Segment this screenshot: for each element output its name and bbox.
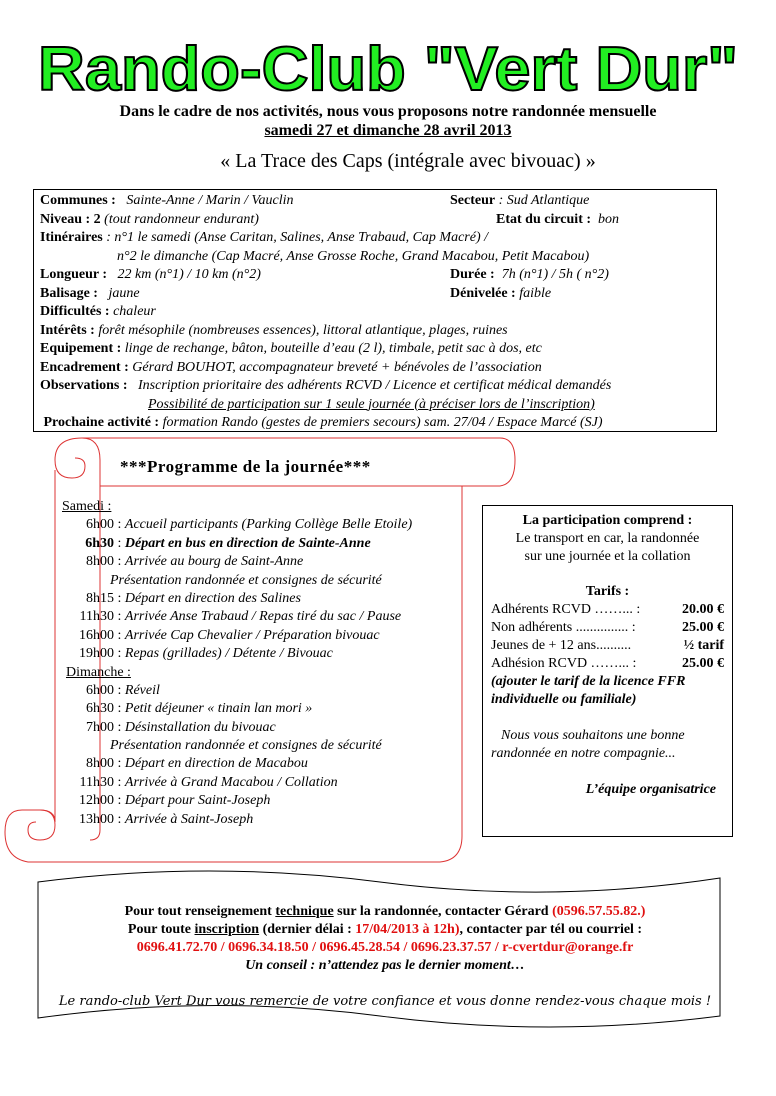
programme-time: 13h00 [79,811,114,827]
prochaine-value: formation Rando (gestes de premiers secours) sam. 27/04 / Espace Marcé (SJ) [162,415,603,430]
participation-title: La participation comprend : [522,513,693,528]
balisage-label: Balisage : [40,285,98,301]
programme-item: 12h00 : Départ pour Saint-Joseph [62,792,412,810]
info-row-itineraires-2 [40,248,710,267]
intro-line: Dans le cadre de nos activités, nous vous proposons notre randonnée mensuelle [119,103,657,120]
footer-line-2 [40,921,730,939]
contact-phones: 0696.41.72.70 / 0696.34.18.50 / 0696.45.28.54 / 0696.23.37.57 / r-cvertdur@orange.fr [136,940,634,955]
itineraires-value-1: : n°1 le samedi (Anse Caritan, Salines, Anse Trabaud, Cap Macré) / [106,230,488,245]
footer-l2-b: inscription [194,922,260,937]
info-row-niveau [40,211,710,230]
footer-l1-b: technique [275,904,334,919]
programme-time: 8h00 [86,554,114,570]
thanks-message: Le rando-club Vert Dur vous remercie de votre confiance et vous donne rendez-vous chaque mois ! [58,994,712,1009]
programme-time: 7h00 [86,719,114,735]
secteur-value: : Sud Atlantique [498,193,590,208]
programme-item: 13h00 : Arrivée à Saint-Joseph [62,811,412,829]
tarif-price: 20.00 € [682,602,724,617]
tarif-row [491,619,724,637]
tarif-row [491,637,724,655]
deadline: 17/04/2013 à 12h) [355,922,460,937]
denivelee-label: Dénivelée : [450,285,516,301]
programme-item: 8h15 : Départ en direction des Salines [62,590,412,608]
programme-item: 6h00 : Accueil participants (Parking Collège Belle Etoile) [62,516,412,534]
tarif-list [491,601,724,673]
participation-desc-1: Le transport en car, la randonnée [515,531,700,546]
advice: Un conseil : n’attendez pas le dernier moment… [245,958,525,973]
denivelee-value: faible [519,285,552,301]
tarif-price: 25.00 € [682,620,724,635]
programme-text: Départ en bus en direction de Sainte-Anne [124,535,371,551]
tarif-label: Non adhérents ............... : [491,620,636,635]
longueur-label: Longueur : [40,267,108,282]
footer-l2-d: , contacter par tél ou courriel : [459,922,643,937]
licence-note-2: individuelle ou familiale) [491,692,637,707]
niveau-label: Niveau : 2 [40,211,101,227]
participation-desc-2: sur une journée et la collation [524,549,691,564]
programme-item [62,737,412,755]
programme-item: 6h30 : Départ en bus en direction de Sainte-Anne [62,535,412,553]
info-row-observations-2 [40,396,710,415]
footer-l2-a: Pour toute [127,922,192,937]
programme-text: Départ en direction de Macabou [124,756,308,772]
observations-value-1: Inscription prioritaire des adhérents RCVD / Licence et certificat médical demandés [138,378,612,393]
equipement-label: Equipement : [40,341,122,356]
programme-item: 6h30 : Petit déjeuner « tinain lan mori » [62,700,412,718]
info-row-communes [40,192,710,211]
info-row-balisage [40,285,710,304]
licence-note-1: (ajouter le tarif de la licence FFR [491,674,686,689]
itineraires-value-2: n°2 le dimanche (Cap Macré, Anse Grosse Roche, Grand Macabou, Petit Macabou) [117,248,590,264]
programme-text: Départ en direction des Salines [124,590,301,606]
programme-time: 8h00 [86,756,114,772]
programme-text: Petit déjeuner « tinain lan mori » [124,701,313,717]
observations-label: Observations : [40,378,128,393]
intro [0,102,776,140]
programme-item: 11h30 : Arrivée Anse Trabaud / Repas tiré du sac / Pause [62,608,412,626]
tarif-row [491,601,724,619]
programme-time: 11h30 [79,774,114,790]
hike-title: « La Trace des Caps (intégrale avec bivouac) » [220,150,596,172]
dimanche-label: Dimanche : [66,664,131,680]
club-title [0,30,776,110]
programme-item: 8h00 : Départ en direction de Macabou [62,755,412,773]
programme-text: Réveil [124,682,160,698]
footer-l1-c: sur la randonnée, contacter Gérard [337,904,549,919]
gerard-phone: (0596.57.55.82.) [552,904,646,919]
team-signature: L’équipe organisatrice [585,782,716,797]
info-row-itineraires [40,229,710,248]
programme-text: Départ pour Saint-Joseph [124,793,271,809]
programme-time: 6h00 [86,517,114,533]
duree-label: Durée : [450,267,495,282]
info-row-difficultes [40,303,710,322]
programme-text: Désinstallation du bivouac [124,719,276,735]
interets-value: forêt mésophile (nombreuses essences), littoral atlantique, plages, ruines [98,322,508,338]
programme-item: 19h00 : Repas (grillades) / Détente / Bivouac [62,645,412,663]
programme-text: Accueil participants (Parking Collège Belle Etoile) [124,517,413,533]
wish-1: Nous vous souhaitons une bonne [501,728,685,743]
info-row-interets [40,322,710,341]
programme-time: 12h00 [79,793,114,809]
etat-value: bon [598,211,620,227]
communes-label: Communes : [40,193,116,208]
encadrement-value: Gérard BOUHOT, accompagnateur breveté + bénévoles de l’association [132,359,542,375]
tarifs-title: Tarifs : [585,584,630,599]
tarif-price: ½ tarif [683,638,724,653]
footer-l1-a: Pour tout renseignement [124,904,272,919]
programme-text: Arrivée au bourg de Saint-Anne [124,554,304,570]
programme-text: Arrivée Anse Trabaud / Repas tiré du sac / Pause [124,609,402,625]
programme-item [62,572,412,590]
wish-2: randonnée en notre compagnie... [491,746,676,761]
programme-list [62,498,412,829]
samedi-list [62,516,412,663]
programme-text: Arrivée à Saint-Joseph [124,811,254,827]
footer-contact [40,903,730,1011]
niveau-value: (tout randonneur endurant) [104,211,259,227]
programme-text: Présentation randonnée et consignes de sécurité [110,572,382,588]
programme-text: Arrivée à Grand Macabou / Collation [124,774,338,790]
footer-line-1 [40,903,730,921]
etat-label: Etat du circuit : [496,211,592,227]
difficultes-value: chaleur [113,304,156,319]
info-row-observations [40,377,710,396]
tarif-label: Adhésion RCVD ……... : [491,656,637,671]
programme-text: Présentation randonnée et consignes de sécurité [110,738,382,754]
programme-time: 8h15 [86,590,114,606]
tarif-row [491,655,724,673]
communes-value: Sainte-Anne / Marin / Vauclin [126,193,294,208]
programme-time: 19h00 [79,646,114,662]
footer-l2-c: (dernier délai : [262,922,352,937]
info-box [33,189,717,432]
programme-item: 6h00 : Réveil [62,682,412,700]
balisage-value: jaune [108,285,140,301]
info-row-encadrement [40,359,710,378]
equipement-value: linge de rechange, bâton, bouteille d’eau (2 l), timbale, petit sac à dos, etc [124,341,542,356]
tarif-label: Adhérents RCVD ……... : [491,602,641,617]
dimanche-list [62,682,412,829]
tarif-label: Jeunes de + 12 ans.......... [491,638,632,653]
programme-item: 8h00 : Arrivée au bourg de Saint-Anne [62,553,412,571]
programme-time: 16h00 [79,627,114,643]
participation-box [482,505,733,837]
itineraires-label: Itinéraires [40,230,103,245]
programme-item: 16h00 : Arrivée Cap Chevalier / Préparation bivouac [62,627,412,645]
programme-text: Arrivée Cap Chevalier / Préparation bivouac [124,627,380,643]
encadrement-label: Encadrement : [40,359,129,375]
programme-title: ***Programme de la journée*** [120,457,371,476]
secteur-label: Secteur [450,193,496,208]
interets-label: Intérêts : [40,322,95,338]
programme-time: 6h30 [86,701,114,717]
duree-value: 7h (n°1) / 5h ( n°2) [501,267,609,282]
observations-value-2: Possibilité de participation sur 1 seule journée (à préciser lors de l’inscription) [148,396,595,412]
programme-time: 11h30 [79,609,114,625]
club-title-text: Rando-Club "Vert Dur" [38,35,738,104]
programme-item: 11h30 : Arrivée à Grand Macabou / Collation [62,774,412,792]
prochaine-label: Prochaine activité : [43,415,160,430]
event-dates: samedi 27 et dimanche 28 avril 2013 [264,122,512,139]
programme-text: Repas (grillades) / Détente / Bivouac [124,646,333,662]
programme-time: 6h30 [85,535,114,551]
programme-time: 6h00 [86,682,114,698]
info-row-longueur [40,266,710,285]
info-row-equipement [40,340,710,359]
programme-item: 7h00 : Désinstallation du bivouac [62,719,412,737]
tarif-price: 25.00 € [682,656,724,671]
samedi-label: Samedi : [62,499,112,514]
difficultes-label: Difficultés : [40,304,110,319]
longueur-value: 22 km (n°1) / 10 km (n°2) [117,267,261,282]
